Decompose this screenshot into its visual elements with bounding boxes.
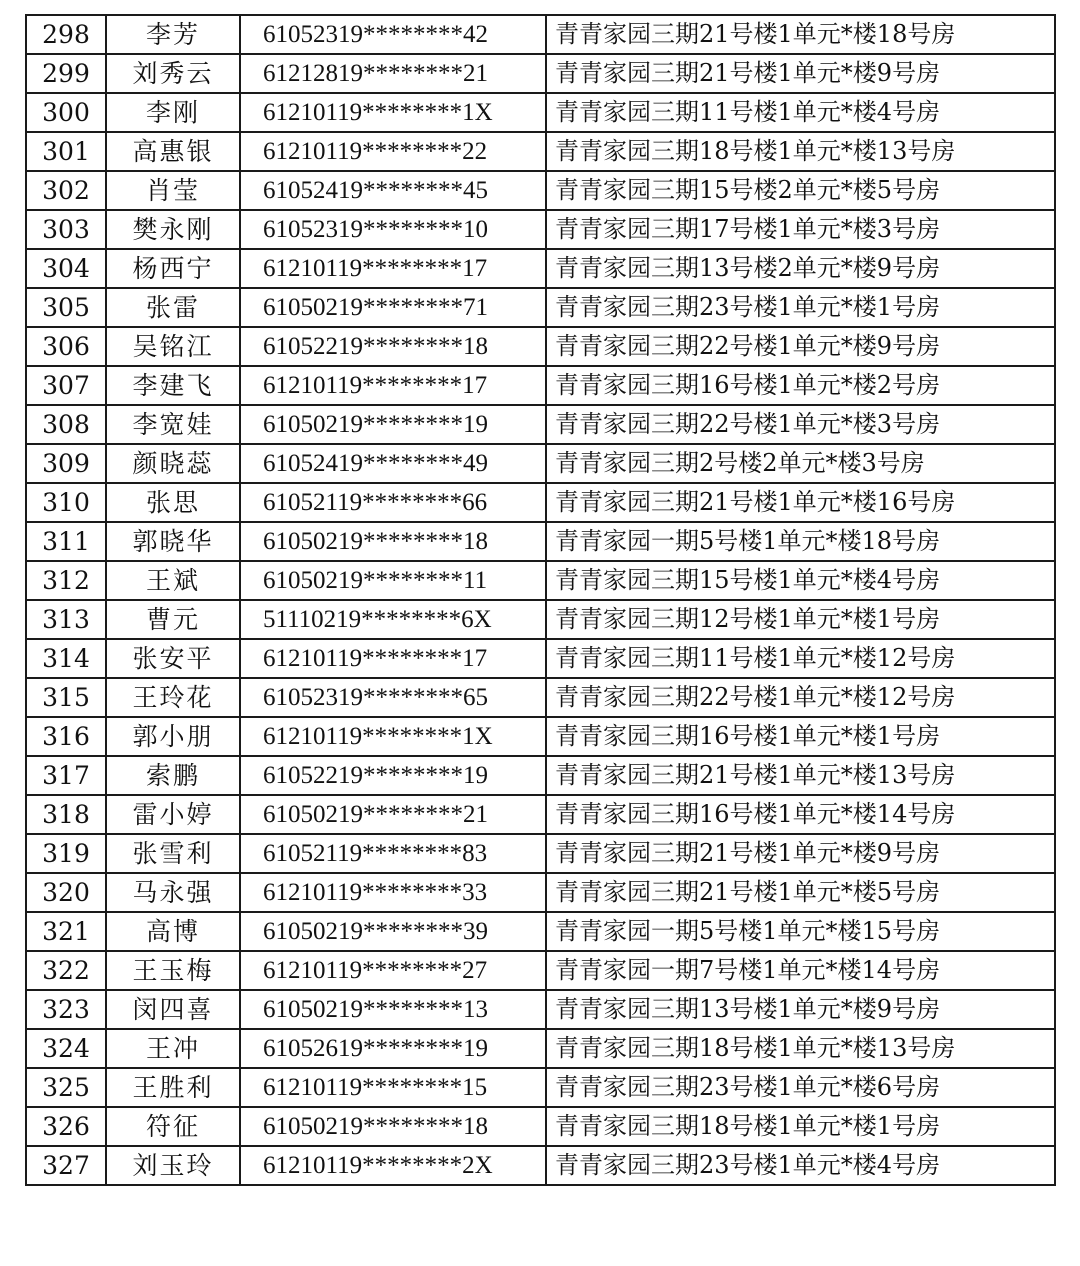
id-number-cell: 61210119********27 (240, 951, 546, 990)
address-cell: 青青家园三期15号楼2单元*楼5号房 (546, 171, 1055, 210)
table-row (26, 756, 1055, 795)
id-number-cell: 61050219********18 (240, 1107, 546, 1146)
address-cell: 青青家园三期11号楼1单元*楼4号房 (546, 93, 1055, 132)
row-number-cell: 303 (26, 210, 106, 249)
id-number-cell: 61210119********1X (240, 93, 546, 132)
row-number-cell: 306 (26, 327, 106, 366)
row-number-cell: 325 (26, 1068, 106, 1107)
table-row (26, 444, 1055, 483)
name-cell: 高博 (106, 912, 240, 951)
table-row (26, 639, 1055, 678)
row-number-cell: 318 (26, 795, 106, 834)
table-row (26, 15, 1055, 54)
name-cell: 颜晓蕊 (106, 444, 240, 483)
name-cell: 雷小婷 (106, 795, 240, 834)
name-cell: 李芳 (106, 15, 240, 54)
id-number-cell: 61210119********15 (240, 1068, 546, 1107)
table-row (26, 54, 1055, 93)
table-row (26, 951, 1055, 990)
id-number-cell: 61052219********19 (240, 756, 546, 795)
address-cell: 青青家园三期16号楼1单元*楼1号房 (546, 717, 1055, 756)
address-cell: 青青家园三期15号楼1单元*楼4号房 (546, 561, 1055, 600)
name-cell: 李宽娃 (106, 405, 240, 444)
address-cell: 青青家园三期23号楼1单元*楼4号房 (546, 1146, 1055, 1185)
name-cell: 王胜利 (106, 1068, 240, 1107)
address-cell: 青青家园三期17号楼1单元*楼3号房 (546, 210, 1055, 249)
table-row (26, 93, 1055, 132)
row-number-cell: 315 (26, 678, 106, 717)
name-cell: 肖莹 (106, 171, 240, 210)
row-number-cell: 302 (26, 171, 106, 210)
address-cell: 青青家园三期21号楼1单元*楼9号房 (546, 834, 1055, 873)
name-cell: 闵四喜 (106, 990, 240, 1029)
id-number-cell: 61210119********22 (240, 132, 546, 171)
table-row (26, 483, 1055, 522)
table-row (26, 912, 1055, 951)
name-cell: 杨西宁 (106, 249, 240, 288)
row-number-cell: 298 (26, 15, 106, 54)
table-row (26, 561, 1055, 600)
address-cell: 青青家园三期21号楼1单元*楼5号房 (546, 873, 1055, 912)
name-cell: 张雷 (106, 288, 240, 327)
name-cell: 王冲 (106, 1029, 240, 1068)
row-number-cell: 320 (26, 873, 106, 912)
name-cell: 曹元 (106, 600, 240, 639)
row-number-cell: 312 (26, 561, 106, 600)
id-number-cell: 61052419********49 (240, 444, 546, 483)
table-row (26, 132, 1055, 171)
id-number-cell: 51110219********6X (240, 600, 546, 639)
row-number-cell: 321 (26, 912, 106, 951)
row-number-cell: 310 (26, 483, 106, 522)
name-cell: 马永强 (106, 873, 240, 912)
address-cell: 青青家园三期21号楼1单元*楼18号房 (546, 15, 1055, 54)
id-number-cell: 61210119********1X (240, 717, 546, 756)
row-number-cell: 301 (26, 132, 106, 171)
table-row (26, 600, 1055, 639)
name-cell: 郭晓华 (106, 522, 240, 561)
name-cell: 张雪利 (106, 834, 240, 873)
table-row (26, 288, 1055, 327)
id-number-cell: 61050219********71 (240, 288, 546, 327)
name-cell: 王斌 (106, 561, 240, 600)
id-number-cell: 61050219********11 (240, 561, 546, 600)
table-row (26, 834, 1055, 873)
row-number-cell: 311 (26, 522, 106, 561)
row-number-cell: 304 (26, 249, 106, 288)
table-row (26, 249, 1055, 288)
row-number-cell: 322 (26, 951, 106, 990)
name-cell: 李刚 (106, 93, 240, 132)
address-cell: 青青家园三期21号楼1单元*楼9号房 (546, 54, 1055, 93)
row-number-cell: 316 (26, 717, 106, 756)
id-number-cell: 61052219********18 (240, 327, 546, 366)
id-number-cell: 61050219********13 (240, 990, 546, 1029)
name-cell: 王玉梅 (106, 951, 240, 990)
name-cell: 高惠银 (106, 132, 240, 171)
table-row (26, 873, 1055, 912)
id-number-cell: 61052319********10 (240, 210, 546, 249)
table-row (26, 717, 1055, 756)
id-number-cell: 61210119********2X (240, 1146, 546, 1185)
address-cell: 青青家园三期22号楼1单元*楼12号房 (546, 678, 1055, 717)
address-cell: 青青家园三期18号楼1单元*楼13号房 (546, 1029, 1055, 1068)
id-number-cell: 61050219********21 (240, 795, 546, 834)
name-cell: 张安平 (106, 639, 240, 678)
table-row (26, 171, 1055, 210)
address-cell: 青青家园一期5号楼1单元*楼18号房 (546, 522, 1055, 561)
address-cell: 青青家园三期21号楼1单元*楼13号房 (546, 756, 1055, 795)
id-number-cell: 61210119********17 (240, 366, 546, 405)
address-cell: 青青家园三期16号楼1单元*楼14号房 (546, 795, 1055, 834)
row-number-cell: 313 (26, 600, 106, 639)
row-number-cell: 299 (26, 54, 106, 93)
table-row (26, 210, 1055, 249)
name-cell: 刘玉玲 (106, 1146, 240, 1185)
table-row (26, 1107, 1055, 1146)
resident-list-table (25, 14, 1056, 1186)
address-cell: 青青家园三期23号楼1单元*楼1号房 (546, 288, 1055, 327)
address-cell: 青青家园三期22号楼1单元*楼9号房 (546, 327, 1055, 366)
name-cell: 吴铭江 (106, 327, 240, 366)
table-row (26, 405, 1055, 444)
table-row (26, 1146, 1055, 1185)
id-number-cell: 61052119********66 (240, 483, 546, 522)
row-number-cell: 307 (26, 366, 106, 405)
row-number-cell: 323 (26, 990, 106, 1029)
address-cell: 青青家园三期12号楼1单元*楼1号房 (546, 600, 1055, 639)
id-number-cell: 61052619********19 (240, 1029, 546, 1068)
table-row (26, 1029, 1055, 1068)
id-number-cell: 61052119********83 (240, 834, 546, 873)
address-cell: 青青家园三期16号楼1单元*楼2号房 (546, 366, 1055, 405)
row-number-cell: 326 (26, 1107, 106, 1146)
address-cell: 青青家园一期7号楼1单元*楼14号房 (546, 951, 1055, 990)
address-cell: 青青家园三期22号楼1单元*楼3号房 (546, 405, 1055, 444)
name-cell: 郭小朋 (106, 717, 240, 756)
id-number-cell: 61212819********21 (240, 54, 546, 93)
address-cell: 青青家园三期23号楼1单元*楼6号房 (546, 1068, 1055, 1107)
address-cell: 青青家园三期2号楼2单元*楼3号房 (546, 444, 1055, 483)
id-number-cell: 61052319********65 (240, 678, 546, 717)
row-number-cell: 300 (26, 93, 106, 132)
address-cell: 青青家园三期21号楼1单元*楼16号房 (546, 483, 1055, 522)
row-number-cell: 319 (26, 834, 106, 873)
name-cell: 樊永刚 (106, 210, 240, 249)
table-row (26, 795, 1055, 834)
address-cell: 青青家园三期13号楼2单元*楼9号房 (546, 249, 1055, 288)
row-number-cell: 324 (26, 1029, 106, 1068)
id-number-cell: 61052419********45 (240, 171, 546, 210)
address-cell: 青青家园三期18号楼1单元*楼13号房 (546, 132, 1055, 171)
row-number-cell: 309 (26, 444, 106, 483)
table-row (26, 327, 1055, 366)
id-number-cell: 61050219********18 (240, 522, 546, 561)
name-cell: 李建飞 (106, 366, 240, 405)
id-number-cell: 61050219********19 (240, 405, 546, 444)
id-number-cell: 61210119********17 (240, 639, 546, 678)
row-number-cell: 314 (26, 639, 106, 678)
name-cell: 符征 (106, 1107, 240, 1146)
name-cell: 王玲花 (106, 678, 240, 717)
id-number-cell: 61210119********17 (240, 249, 546, 288)
table-body (26, 15, 1055, 1185)
row-number-cell: 317 (26, 756, 106, 795)
id-number-cell: 61052319********42 (240, 15, 546, 54)
name-cell: 张思 (106, 483, 240, 522)
row-number-cell: 305 (26, 288, 106, 327)
id-number-cell: 61210119********33 (240, 873, 546, 912)
table-row (26, 522, 1055, 561)
name-cell: 索鹏 (106, 756, 240, 795)
row-number-cell: 308 (26, 405, 106, 444)
name-cell: 刘秀云 (106, 54, 240, 93)
address-cell: 青青家园三期11号楼1单元*楼12号房 (546, 639, 1055, 678)
address-cell: 青青家园三期18号楼1单元*楼1号房 (546, 1107, 1055, 1146)
table-row (26, 366, 1055, 405)
table-row (26, 1068, 1055, 1107)
table-row (26, 990, 1055, 1029)
table-row (26, 678, 1055, 717)
id-number-cell: 61050219********39 (240, 912, 546, 951)
address-cell: 青青家园一期5号楼1单元*楼15号房 (546, 912, 1055, 951)
row-number-cell: 327 (26, 1146, 106, 1185)
address-cell: 青青家园三期13号楼1单元*楼9号房 (546, 990, 1055, 1029)
